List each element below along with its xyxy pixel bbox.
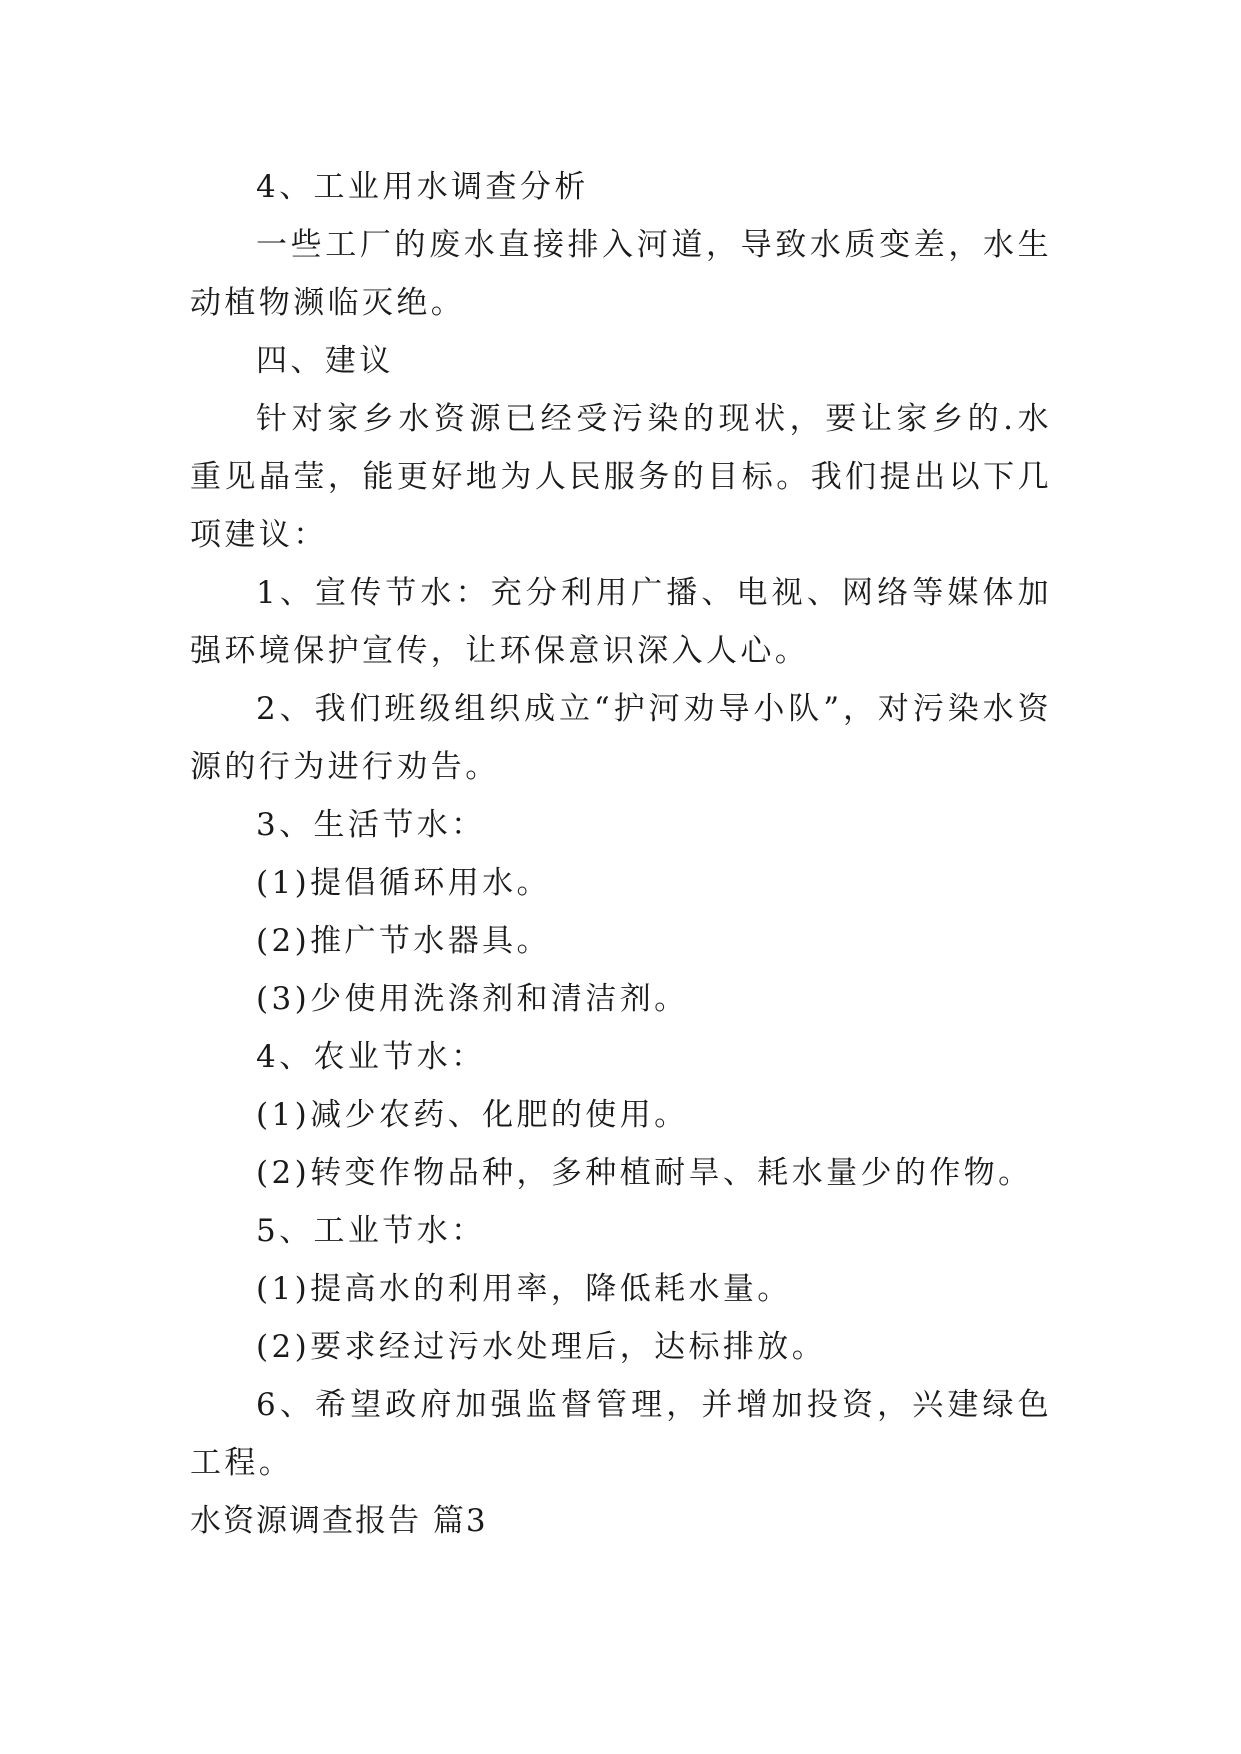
list-item: (2)转变作物品种，多种植耐旱、耗水量少的作物。 <box>256 1155 1033 1191</box>
list-item: (2)推广节水器具。 <box>256 923 551 959</box>
paragraph-suggestions-intro: 针对家乡水资源已经受污染的现状，要让家乡的.水重见晶莹，能更好地为人民服务的目标。我们提出以下几项建议： <box>190 401 1052 553</box>
paragraph-suggestions-heading: 四、建议 <box>256 343 394 379</box>
section-heading: 水资源调查报告 篇3 <box>190 1503 488 1539</box>
paragraph-industrial-water-survey: 4、工业用水调查分析 <box>256 169 589 205</box>
paragraph-promote-saving: 1、宣传节水：充分利用广播、电视、网络等媒体加强环境保护宣传，让环保意识深入人心。 <box>190 575 1052 669</box>
paragraph-daily-saving: 3、生活节水： <box>256 807 486 843</box>
list-item: (2)要求经过污水处理后，达标排放。 <box>256 1329 827 1365</box>
paragraph-river-patrol: 2、我们班级组织成立“护河劝导小队”，对污染水资源的行为进行劝告。 <box>190 691 1052 785</box>
list-item: (1)减少农药、化肥的使用。 <box>256 1097 689 1133</box>
paragraph-government-supervision: 6、希望政府加强监督管理，并增加投资，兴建绿色工程。 <box>190 1387 1052 1481</box>
paragraph-agriculture-saving: 4、农业节水： <box>256 1039 486 1075</box>
paragraph-factory-wastewater: 一些工厂的废水直接排入河道，导致水质变差，水生动植物濒临灭绝。 <box>190 227 1052 321</box>
paragraph-industry-saving: 5、工业节水： <box>256 1213 486 1249</box>
list-item: (1)提高水的利用率，降低耗水量。 <box>256 1271 792 1307</box>
list-item: (3)少使用洗涤剂和清洁剂。 <box>256 981 689 1017</box>
list-item: (1)提倡循环用水。 <box>256 865 551 901</box>
document-body <box>190 158 1052 1550</box>
